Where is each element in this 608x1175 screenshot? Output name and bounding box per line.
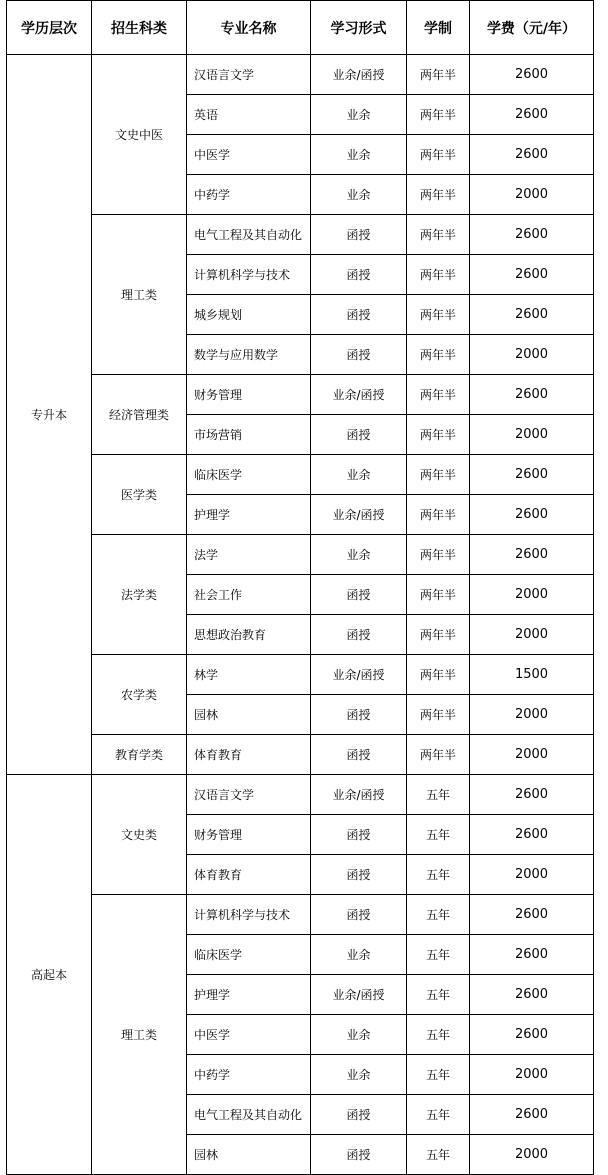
duration-cell: 两年半 (407, 135, 470, 175)
major-cell: 体育教育 (187, 855, 311, 895)
major-cell: 汉语言文学 (187, 775, 311, 815)
major-cell: 财务管理 (187, 375, 311, 415)
tuition-cell: 2600 (470, 375, 594, 415)
category-cell: 理工类 (92, 215, 187, 375)
tuition-cell: 1500 (470, 655, 594, 695)
major-cell: 财务管理 (187, 815, 311, 855)
major-cell: 中医学 (187, 135, 311, 175)
major-cell: 英语 (187, 95, 311, 135)
major-cell: 林学 (187, 655, 311, 695)
study-mode-cell: 业余 (311, 535, 407, 575)
duration-cell: 两年半 (407, 295, 470, 335)
study-mode-cell: 函授 (311, 855, 407, 895)
major-cell: 市场营销 (187, 415, 311, 455)
tuition-cell: 2000 (470, 575, 594, 615)
duration-cell: 两年半 (407, 735, 470, 775)
duration-cell: 两年半 (407, 55, 470, 95)
tuition-cell: 2600 (470, 255, 594, 295)
major-cell: 思想政治教育 (187, 615, 311, 655)
major-cell: 法学 (187, 535, 311, 575)
study-mode-cell: 函授 (311, 295, 407, 335)
tuition-cell: 2600 (470, 455, 594, 495)
duration-cell: 五年 (407, 975, 470, 1015)
study-mode-cell: 函授 (311, 255, 407, 295)
major-cell: 计算机科学与技术 (187, 895, 311, 935)
category-cell: 文史类 (92, 775, 187, 895)
duration-cell: 两年半 (407, 415, 470, 455)
tuition-cell: 2000 (470, 735, 594, 775)
table-row (7, 455, 594, 495)
tuition-cell: 2600 (470, 495, 594, 535)
tuition-cell: 2600 (470, 1095, 594, 1135)
tuition-cell: 2000 (470, 615, 594, 655)
major-cell: 园林 (187, 1135, 311, 1175)
table-row (7, 215, 594, 255)
study-mode-cell: 函授 (311, 215, 407, 255)
duration-cell: 两年半 (407, 575, 470, 615)
tuition-cell: 2000 (470, 1055, 594, 1095)
tuition-table (6, 0, 594, 1175)
table-row (7, 735, 594, 775)
study-mode-cell: 函授 (311, 1135, 407, 1175)
study-mode-cell: 业余 (311, 935, 407, 975)
header-major: 专业名称 (187, 1, 311, 55)
tuition-cell: 2600 (470, 135, 594, 175)
duration-cell: 两年半 (407, 375, 470, 415)
study-mode-cell: 业余/函授 (311, 495, 407, 535)
category-cell: 法学类 (92, 535, 187, 655)
study-mode-cell: 函授 (311, 575, 407, 615)
tuition-cell: 2600 (470, 815, 594, 855)
education-level-cell: 高起本 (7, 775, 92, 1175)
category-cell: 经济管理类 (92, 375, 187, 455)
study-mode-cell: 业余/函授 (311, 55, 407, 95)
major-cell: 护理学 (187, 975, 311, 1015)
duration-cell: 五年 (407, 1055, 470, 1095)
tuition-cell: 2600 (470, 895, 594, 935)
duration-cell: 两年半 (407, 655, 470, 695)
table-row (7, 535, 594, 575)
study-mode-cell: 函授 (311, 695, 407, 735)
header-level: 学历层次 (7, 1, 92, 55)
major-cell: 护理学 (187, 495, 311, 535)
study-mode-cell: 业余/函授 (311, 655, 407, 695)
duration-cell: 两年半 (407, 615, 470, 655)
category-cell: 医学类 (92, 455, 187, 535)
duration-cell: 两年半 (407, 215, 470, 255)
category-cell: 理工类 (92, 895, 187, 1175)
category-cell: 文史中医 (92, 55, 187, 215)
study-mode-cell: 业余 (311, 95, 407, 135)
tuition-cell: 2600 (470, 295, 594, 335)
table-row (7, 775, 594, 815)
study-mode-cell: 业余 (311, 455, 407, 495)
duration-cell: 两年半 (407, 335, 470, 375)
study-mode-cell: 业余 (311, 1015, 407, 1055)
tuition-cell: 2600 (470, 975, 594, 1015)
tuition-cell: 2600 (470, 535, 594, 575)
table-row (7, 655, 594, 695)
study-mode-cell: 函授 (311, 895, 407, 935)
major-cell: 电气工程及其自动化 (187, 215, 311, 255)
study-mode-cell: 函授 (311, 615, 407, 655)
table-row (7, 895, 594, 935)
tuition-cell: 2000 (470, 855, 594, 895)
header-tuition: 学费（元/年） (470, 1, 594, 55)
major-cell: 汉语言文学 (187, 55, 311, 95)
duration-cell: 两年半 (407, 175, 470, 215)
major-cell: 临床医学 (187, 455, 311, 495)
header-category: 招生科类 (92, 1, 187, 55)
duration-cell: 五年 (407, 1135, 470, 1175)
table-body (7, 55, 594, 1175)
major-cell: 电气工程及其自动化 (187, 1095, 311, 1135)
tuition-cell: 2600 (470, 935, 594, 975)
study-mode-cell: 函授 (311, 815, 407, 855)
tuition-cell: 2600 (470, 775, 594, 815)
header-duration: 学制 (407, 1, 470, 55)
duration-cell: 五年 (407, 775, 470, 815)
duration-cell: 五年 (407, 935, 470, 975)
duration-cell: 两年半 (407, 455, 470, 495)
tuition-cell: 2600 (470, 55, 594, 95)
major-cell: 计算机科学与技术 (187, 255, 311, 295)
duration-cell: 五年 (407, 895, 470, 935)
duration-cell: 两年半 (407, 255, 470, 295)
major-cell: 中药学 (187, 175, 311, 215)
major-cell: 中药学 (187, 1055, 311, 1095)
duration-cell: 五年 (407, 1095, 470, 1135)
duration-cell: 两年半 (407, 535, 470, 575)
duration-cell: 两年半 (407, 695, 470, 735)
major-cell: 中医学 (187, 1015, 311, 1055)
major-cell: 城乡规划 (187, 295, 311, 335)
study-mode-cell: 业余/函授 (311, 375, 407, 415)
major-cell: 园林 (187, 695, 311, 735)
table-row (7, 55, 594, 95)
study-mode-cell: 业余 (311, 135, 407, 175)
tuition-cell: 2600 (470, 95, 594, 135)
category-cell: 教育学类 (92, 735, 187, 775)
tuition-cell: 2000 (470, 415, 594, 455)
table-row (7, 375, 594, 415)
duration-cell: 五年 (407, 855, 470, 895)
tuition-cell: 2600 (470, 1015, 594, 1055)
study-mode-cell: 函授 (311, 335, 407, 375)
study-mode-cell: 业余/函授 (311, 975, 407, 1015)
duration-cell: 五年 (407, 815, 470, 855)
study-mode-cell: 函授 (311, 735, 407, 775)
tuition-cell: 2000 (470, 335, 594, 375)
study-mode-cell: 函授 (311, 415, 407, 455)
major-cell: 数学与应用数学 (187, 335, 311, 375)
duration-cell: 两年半 (407, 95, 470, 135)
study-mode-cell: 函授 (311, 1095, 407, 1135)
study-mode-cell: 业余 (311, 175, 407, 215)
category-cell: 农学类 (92, 655, 187, 735)
tuition-cell: 2000 (470, 695, 594, 735)
tuition-cell: 2000 (470, 1135, 594, 1175)
education-level-cell: 专升本 (7, 55, 92, 775)
major-cell: 社会工作 (187, 575, 311, 615)
header-study-mode: 学习形式 (311, 1, 407, 55)
study-mode-cell: 业余 (311, 1055, 407, 1095)
study-mode-cell: 业余/函授 (311, 775, 407, 815)
tuition-cell: 2000 (470, 175, 594, 215)
tuition-cell: 2600 (470, 215, 594, 255)
header-row (7, 1, 594, 55)
tuition-table-wrapper (6, 0, 594, 1175)
major-cell: 体育教育 (187, 735, 311, 775)
duration-cell: 两年半 (407, 495, 470, 535)
duration-cell: 五年 (407, 1015, 470, 1055)
major-cell: 临床医学 (187, 935, 311, 975)
